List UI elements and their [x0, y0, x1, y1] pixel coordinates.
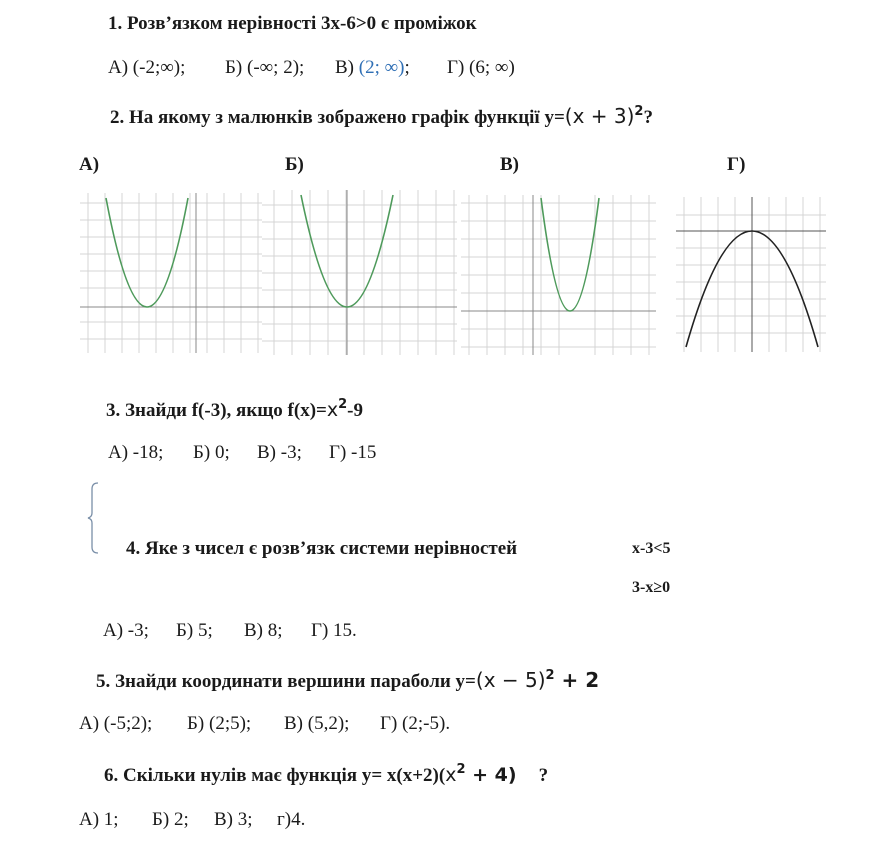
graph-label-c: В) — [500, 154, 519, 175]
q4-option-d: Г) 15. — [311, 620, 357, 641]
q6-option-b: Б) 2; — [152, 809, 189, 830]
graph-label-b: Б) — [285, 154, 304, 175]
question-3 — [106, 399, 363, 422]
q3-option-b: Б) 0; — [193, 442, 230, 463]
q3-option-c: В) -3; — [257, 442, 302, 463]
q3-option-d: Г) -15 — [329, 442, 377, 463]
q6-end: ? — [538, 765, 549, 786]
q2-formula-base: (x + 3) — [564, 104, 635, 128]
q2-text: 2. На якому з малюнків зображено графік функції у= — [110, 107, 565, 128]
q5-option-a: А) (-5;2); — [79, 713, 153, 734]
q2-formula — [565, 104, 644, 128]
q5-option-c: В) (5,2); — [284, 713, 350, 734]
q3-formula-power: 2 — [338, 397, 348, 412]
graph-label-a: А) — [79, 154, 100, 175]
q5-formula-tail: + 2 — [554, 668, 600, 692]
graph-a — [80, 193, 262, 353]
question-6 — [104, 764, 548, 787]
q5-text: 5. Знайди координати вершини параболи у= — [96, 671, 476, 692]
q6-option-d: г)4. — [277, 809, 306, 830]
question-5 — [96, 668, 599, 693]
q3-option-a: А) -18; — [108, 442, 164, 463]
q3-formula-base: x — [326, 399, 339, 421]
q6-option-a: А) 1; — [79, 809, 119, 830]
q1-option-d: Г) (6; ∞) — [447, 57, 515, 78]
system-brace — [86, 481, 102, 555]
q5-formula-power: 2 — [545, 668, 555, 683]
question-4: 4. Яке з чисел є розв’язк системи нерівностей — [126, 538, 518, 559]
q4-option-b: Б) 5; — [176, 620, 213, 641]
q4-option-a: А) -3; — [103, 620, 149, 641]
q1-option-b: Б) (-∞; 2); — [225, 57, 305, 78]
q5-option-b: Б) (2;5); — [187, 713, 252, 734]
q3-formula — [327, 399, 347, 421]
q2-formula-power: 2 — [634, 104, 644, 119]
q4-inequality-1: х-3<5 — [632, 540, 671, 557]
q6-formula-tail: + 4) — [465, 764, 517, 786]
q5-formula — [476, 668, 599, 692]
question-1: 1. Розв’язком нерівності 3х-6>0 є проміжок — [108, 13, 477, 34]
q2-end: ? — [643, 107, 653, 128]
q6-formula-base: x — [445, 764, 457, 786]
q4-option-c: В) 8; — [244, 620, 283, 641]
q6-text: 6. Скільки нулів має функція у= х(х+2)( — [104, 765, 446, 786]
q6-option-c: В) 3; — [214, 809, 253, 830]
graph-label-d: Г) — [727, 154, 746, 175]
q5-option-d: Г) (2;-5). — [380, 713, 451, 734]
q1-option-c: В) (2; ∞); — [335, 57, 410, 78]
question-2 — [110, 104, 653, 129]
q1-option-a: А) (-2;∞); — [108, 57, 186, 78]
q6-formula — [445, 764, 516, 786]
q3-text: 3. Знайди f(-3), якщо f(x)= — [106, 400, 327, 421]
graph-b — [262, 190, 457, 355]
q4-inequality-2: 3-х≥0 — [632, 579, 671, 596]
q3-formula-tail: -9 — [347, 400, 363, 421]
graph-d — [676, 197, 826, 352]
graph-c — [461, 195, 656, 355]
q6-formula-power: 2 — [456, 762, 466, 777]
q5-formula-base: (x − 5) — [475, 668, 546, 692]
